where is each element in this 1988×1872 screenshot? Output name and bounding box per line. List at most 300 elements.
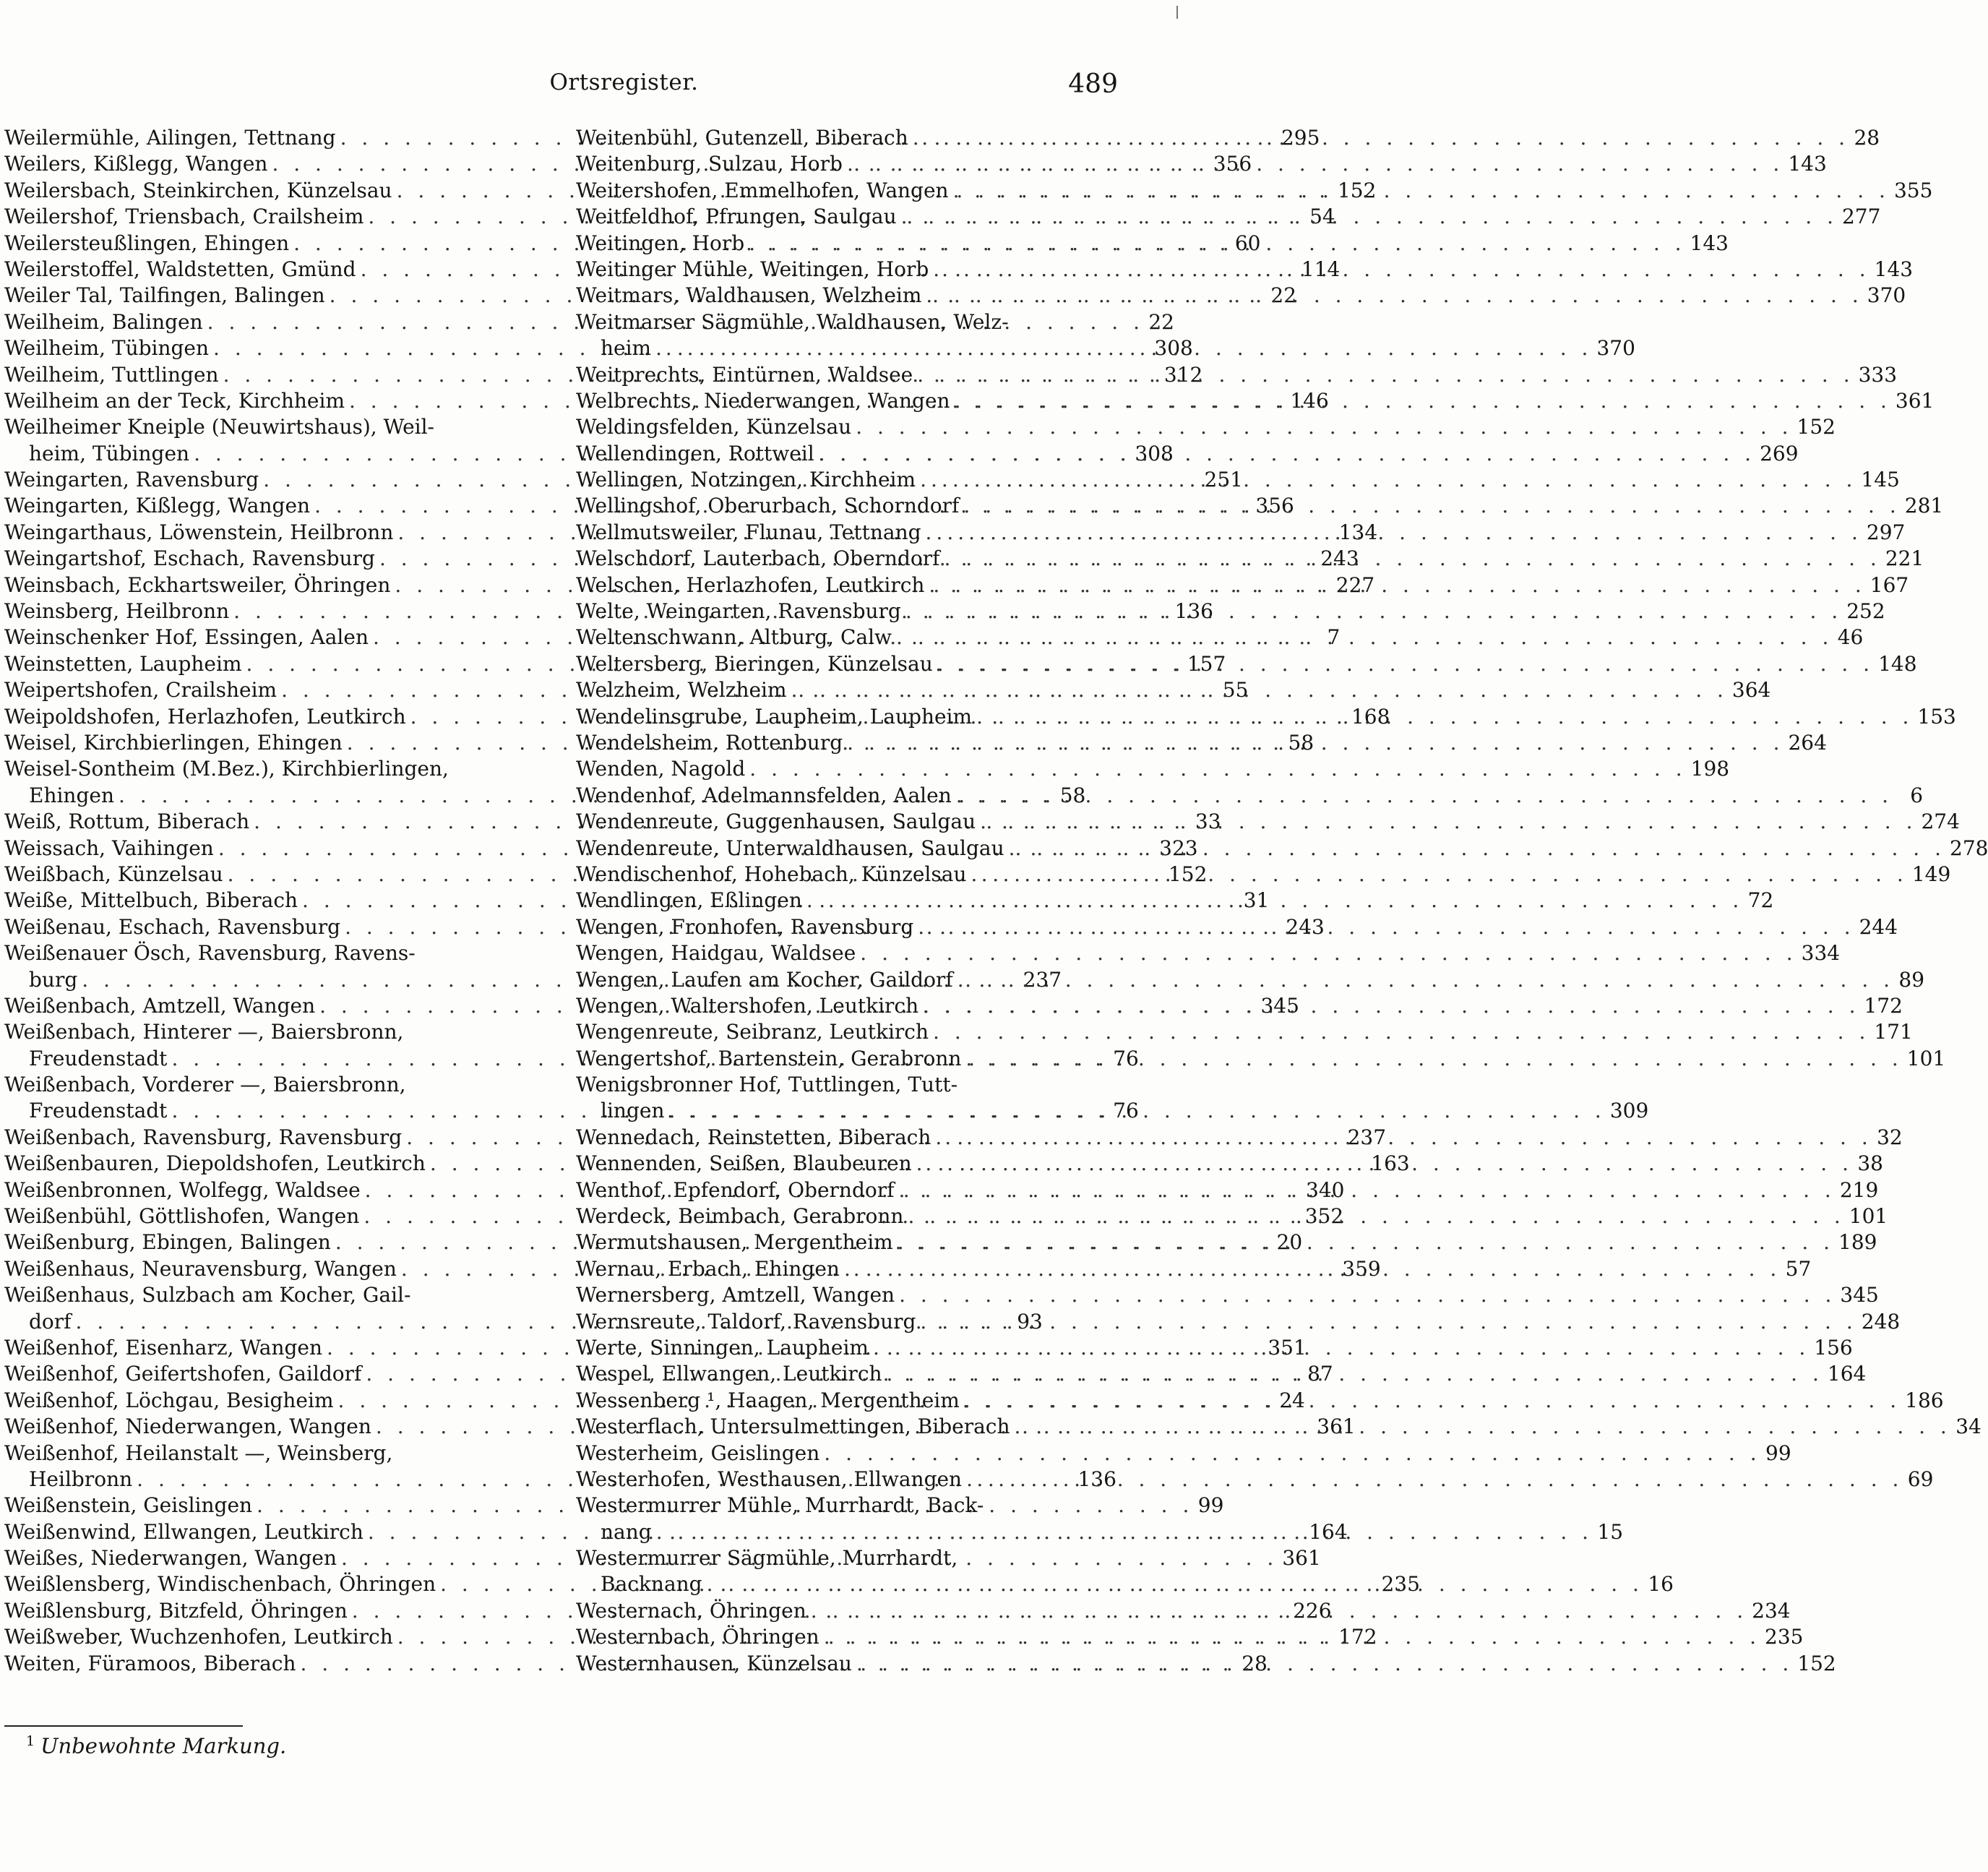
margin-mark	[1176, 6, 1178, 19]
entry-page-number: 145	[1861, 468, 1900, 492]
entry-page-number: 22	[1270, 283, 1297, 308]
entry-name: Weißenbühl, Göttlishofen, Wangen	[4, 1204, 360, 1229]
index-entry	[576, 1309, 1901, 1335]
entry-name: Weilheim, Tübingen	[4, 336, 210, 361]
entry-page-number: 312	[1163, 362, 1203, 387]
leader-dots	[787, 677, 1728, 703]
leader-dots	[745, 756, 1686, 782]
leader-dots	[901, 598, 1842, 624]
leader-dots	[895, 1282, 1836, 1308]
entry-page-number: 34	[1955, 1414, 1981, 1439]
entry-page-number: 55	[1222, 678, 1249, 703]
entry-page-number: 333	[1858, 362, 1898, 387]
entry-name: Weißenwind, Ellwangen, Leutkirch	[4, 1519, 363, 1544]
entry-name: Weitfeldhof, Pfrungen, Saulgau	[576, 205, 897, 229]
entry-page-number: 164	[1827, 1362, 1867, 1386]
leader-dots	[921, 520, 1862, 546]
entry-name: Wennedach, Reinstetten, Biberach	[576, 1125, 931, 1149]
leader-dots	[950, 388, 1891, 414]
entry-name: Wennenden, Seißen, Blaubeuren	[576, 1151, 912, 1176]
leader-dots	[1004, 836, 1945, 862]
entry-name: Welzheim, Welzheim	[576, 678, 787, 703]
entry-name: Weißenhaus, Neuravensburg, Wangen	[4, 1256, 397, 1281]
entry-page-number: 269	[1760, 441, 1799, 465]
entry-name: heim	[601, 336, 652, 361]
entry-page-number: 251	[1204, 468, 1243, 492]
entry-page-number: 356	[1213, 152, 1252, 176]
entry-page-number: 370	[1867, 283, 1906, 308]
entry-page-number: 361	[1317, 1414, 1356, 1439]
index-entry	[4, 756, 545, 782]
entry-name: Werdeck, Beimbach, Gerabronn	[576, 1204, 904, 1229]
entry-name: Weingarten, Kißlegg, Wangen	[4, 494, 311, 518]
entry-page-number: 243	[1286, 914, 1325, 939]
entry-page-number: 308	[1154, 336, 1193, 361]
leader-dots	[664, 1098, 1605, 1124]
entry-name: nang	[601, 1519, 652, 1544]
entry-name: Weipertshofen, Crailsheim	[4, 678, 277, 703]
entry-page-number: 281	[1904, 494, 1944, 518]
leader-dots	[702, 1571, 1643, 1597]
leader-dots	[908, 125, 1849, 151]
entry-name: Weißenhof, Löchgau, Besigheim	[4, 1388, 334, 1412]
entry-page-number: 189	[1838, 1230, 1877, 1255]
leader-dots	[894, 1177, 1835, 1203]
entry-name: Wellmutsweiler, Flunau, Tettnang	[576, 520, 921, 544]
page-title: Ortsregister.	[549, 69, 699, 95]
entry-page-number: 361	[1282, 1546, 1321, 1571]
entry-name: Weisel-Sontheim (M.Bez.), Kirchbierlingen,	[4, 757, 449, 781]
entry-page-number: 93	[1017, 1309, 1043, 1334]
entry-name: Weiß, Rottum, Biberach	[4, 810, 250, 834]
entry-page-number: 156	[1814, 1335, 1853, 1360]
leader-dots	[929, 257, 1869, 283]
leader-dots	[806, 1598, 1747, 1624]
leader-dots	[966, 862, 1907, 888]
leader-dots	[921, 283, 1862, 309]
leader-dots	[903, 1203, 1844, 1229]
entry-name: Weißenau, Eschach, Ravensburg	[4, 914, 341, 939]
leader-dots	[953, 967, 1894, 993]
index-entry	[576, 1282, 1879, 1308]
entry-name: Wendenreute, Guggenhausen, Saulgau	[576, 810, 976, 834]
index-entry	[576, 967, 1925, 993]
index-entry	[576, 1441, 1791, 1467]
entry-page-number: 297	[1866, 520, 1906, 544]
entry-name: Weinschenker Hof, Essingen, Aalen	[4, 625, 369, 650]
index-entry	[4, 1019, 545, 1045]
entry-page-number: 143	[1874, 257, 1914, 281]
entry-page-number: 136	[1174, 599, 1213, 624]
index-entry	[576, 1545, 1112, 1571]
entry-name: Wellingen, Notzingen, Kirchheim	[576, 468, 916, 492]
entry-page-number: 152	[1797, 1651, 1836, 1675]
entry-name: Westernhausen, Künzelsau	[576, 1651, 852, 1675]
entry-page-number: 351	[1268, 1335, 1307, 1360]
entry-name: Westerheim, Geislingen	[576, 1441, 820, 1465]
entry-name: Weißenhof, Heilanstalt —, Weinsberg,	[4, 1441, 393, 1465]
entry-name: Weißenhof, Eisenharz, Wangen	[4, 1335, 323, 1360]
entry-page-number: 186	[1905, 1388, 1944, 1412]
entry-name: Weinsberg, Heilbronn	[4, 599, 230, 624]
leader-dots	[814, 441, 1755, 467]
page-number: 489	[1068, 69, 1118, 99]
index-entry	[576, 1019, 1913, 1045]
entry-page-number: 28	[1242, 1651, 1268, 1675]
entry-name: Welschen, Herlazhofen, Leutkirch	[576, 572, 925, 597]
index-entry	[4, 1441, 545, 1467]
entry-page-number: 134	[1338, 520, 1378, 544]
entry-page-number: 101	[1906, 1046, 1946, 1070]
entry-page-number: 334	[1801, 941, 1841, 966]
entry-name: Weißenbach, Amtzell, Wangen	[4, 993, 316, 1018]
entry-name: Weitershofen, Emmelhofen, Wangen	[576, 178, 949, 202]
entry-page-number: 164	[1309, 1519, 1348, 1544]
entry-page-number: 167	[1869, 572, 1909, 597]
entry-name: Weilers, Kißlegg, Wangen	[4, 152, 268, 176]
entry-name: Wengen, Haidgau, Waldsee	[576, 941, 856, 966]
entry-name: Werte, Sinningen, Laupheim	[576, 1335, 869, 1360]
entry-name: Wengertshof, Bartenstein, Gerabronn	[576, 1046, 962, 1070]
leader-dots	[869, 1335, 1810, 1361]
entry-name: Weißenhof, Niederwangen, Wangen	[4, 1414, 371, 1439]
entry-page-number: 323	[1159, 836, 1198, 860]
footnote	[26, 1733, 286, 1759]
index-entry	[576, 1467, 1934, 1493]
entry-page-number: 76	[1113, 1099, 1139, 1123]
leader-dots	[962, 1467, 1903, 1493]
entry-page-number: 364	[1731, 678, 1771, 703]
leader-dots	[893, 1229, 1834, 1255]
leader-dots	[972, 704, 1913, 730]
entry-page-number: 252	[1846, 599, 1885, 624]
entry-page-number: 114	[1301, 257, 1341, 281]
footnote-text: Unbewohnte Markung.	[40, 1733, 287, 1759]
entry-name: Westerhofen, Westhausen, Ellwangen	[576, 1467, 963, 1491]
entry-name: Westernach, Öhringen	[576, 1598, 806, 1623]
entry-name: Weitmarser Sägmühle, Waldhausen, Welz-	[576, 309, 1009, 334]
leader-dots	[929, 1019, 1869, 1045]
entry-name: Weingartshof, Eschach, Ravensburg	[4, 546, 375, 571]
entry-page-number: 226	[1293, 1598, 1332, 1623]
leader-dots	[959, 493, 1900, 519]
entry-page-number: 6	[1910, 783, 1924, 807]
entry-name: Wernersberg, Amtzell, Wangen	[576, 1283, 895, 1308]
entry-name: Wendenhof, Adelmannsfelden, Aalen	[576, 783, 952, 807]
entry-page-number: 237	[1347, 1125, 1387, 1149]
entry-name: heim, Tübingen	[29, 441, 190, 465]
entry-name: Wenthof, Epfendorf, Oberndorf	[576, 1177, 895, 1202]
entry-name: Weißenburg, Ebingen, Balingen	[4, 1230, 331, 1255]
leader-dots	[912, 1151, 1853, 1177]
entry-page-number: 295	[1281, 126, 1320, 150]
entry-page-number: 143	[1788, 152, 1827, 176]
entry-page-number: 146	[1290, 388, 1329, 413]
entry-name: Welte, Weingarten, Ravensburg	[576, 599, 901, 624]
entry-page-number: 54	[1309, 205, 1335, 229]
entry-name: Weipoldshofen, Herlazhofen, Leutkirch	[4, 704, 406, 729]
entry-name: Weißenbach, Hinterer —, Baiersbronn,	[4, 1020, 404, 1044]
entry-page-number: 99	[1197, 1493, 1224, 1518]
leader-dots	[924, 572, 1865, 598]
entry-page-number: 278	[1950, 836, 1988, 860]
entry-name: Weißlensburg, Bitzfeld, Öhringen	[4, 1598, 348, 1623]
entry-name: Ehingen	[29, 783, 114, 807]
entry-page-number: 163	[1371, 1151, 1410, 1176]
index-entry	[576, 940, 1841, 966]
entry-page-number: 153	[1917, 704, 1956, 729]
entry-name: Westerflach, Untersulmettingen, Biberach	[576, 1414, 1010, 1439]
leader-dots	[961, 1046, 1902, 1072]
entry-name: Weitinger Mühle, Weitingen, Horb	[576, 257, 929, 281]
entry-name: Wengenreute, Seibranz, Leutkirch	[576, 1020, 929, 1044]
entry-name: Wengen, Laufen am Kocher, Gaildorf	[576, 967, 953, 992]
entry-page-number: 227	[1335, 572, 1375, 597]
leader-dots	[843, 151, 1783, 177]
entry-name: Weiten, Füramoos, Biberach	[4, 1651, 296, 1675]
entry-name: Weitmars, Waldhausen, Welzheim	[576, 283, 922, 308]
entry-name: Freudenstadt	[29, 1046, 168, 1070]
leader-dots	[652, 1519, 1593, 1545]
entry-name: Weitenbühl, Gutenzell, Biberach	[576, 126, 908, 150]
entry-page-number: 221	[1885, 546, 1924, 571]
entry-name: Weilersbach, Steinkirchen, Künzelsau	[4, 178, 392, 202]
entry-name: Weilersteußlingen, Ehingen	[4, 231, 290, 255]
entry-name: Weißenbauren, Diepoldshofen, Leutkirch	[4, 1151, 426, 1176]
entry-name: Backnang	[601, 1572, 702, 1597]
leader-dots	[819, 1624, 1760, 1650]
entry-page-number: 58	[1059, 783, 1086, 807]
entry-name: Weingarten, Ravensburg	[4, 468, 259, 492]
entry-page-number: 352	[1304, 1204, 1344, 1229]
footnote-rule	[4, 1725, 243, 1727]
entry-name: Wendlingen, Eßlingen	[576, 888, 802, 913]
entry-name: Freudenstadt	[29, 1099, 168, 1123]
entry-page-number: 149	[1911, 862, 1951, 886]
entry-name: Weitingen, Horb	[576, 231, 745, 255]
entry-page-number: 237	[1023, 967, 1062, 992]
entry-name: Weißweber, Wuchzenhofen, Leutkirch	[4, 1625, 393, 1649]
entry-page-number: 24	[1279, 1388, 1305, 1412]
entry-page-number: 20	[1276, 1230, 1303, 1255]
leader-dots	[916, 1309, 1856, 1335]
entry-name: Weilerstoffel, Waldstetten, Gmünd	[4, 257, 356, 281]
entry-page-number: 359	[1342, 1256, 1381, 1281]
entry-page-number: 58	[1288, 730, 1314, 755]
leader-dots	[819, 1441, 1760, 1467]
entry-name: Weißlensberg, Windischenbach, Öhringen	[4, 1572, 436, 1597]
entry-name: Wendischenhof, Hohebach, Künzelsau	[576, 862, 967, 886]
leader-dots	[843, 730, 1783, 756]
entry-page-number: 172	[1338, 1625, 1377, 1649]
entry-page-number: 99	[1765, 1441, 1791, 1465]
entry-name: Weilheimer Kneiple (Neuwirtshaus), Weil-	[4, 415, 435, 439]
leader-dots	[913, 362, 1854, 388]
index-entry	[4, 414, 545, 440]
entry-name: Weißes, Niederwangen, Wangen	[4, 1546, 337, 1571]
leader-dots	[949, 178, 1890, 204]
entry-page-number: 274	[1921, 810, 1960, 834]
entry-name: Weilheim an der Teck, Kirchheim	[4, 388, 345, 413]
entry-name: Weltenschwann, Altburg, Calw	[576, 625, 892, 650]
leader-dots	[916, 467, 1856, 493]
entry-page-number: 69	[1907, 1467, 1934, 1491]
entry-page-number: 171	[1874, 1020, 1913, 1044]
leader-dots	[802, 888, 1743, 914]
entry-page-number: 152	[1168, 862, 1208, 886]
entry-name: Weißenhaus, Sulzbach am Kocher, Gail-	[4, 1283, 411, 1308]
entry-name: Westernbach, Öhringen	[576, 1625, 819, 1649]
entry-page-number: 361	[1895, 388, 1935, 413]
page-header	[0, 69, 1248, 106]
leader-dots	[918, 993, 1859, 1019]
entry-page-number: 168	[1351, 704, 1390, 729]
entry-page-number: 370	[1596, 336, 1635, 361]
leader-dots	[933, 651, 1874, 677]
entry-page-number: 243	[1320, 546, 1359, 571]
entry-name: Wernsreute, Taldorf, Ravensburg	[576, 1309, 916, 1334]
entry-page-number: 345	[1840, 1283, 1879, 1308]
entry-page-number: 87	[1307, 1362, 1333, 1386]
leader-dots	[897, 204, 1838, 230]
entry-name: Weilermühle, Ailingen, Tettnang	[4, 126, 336, 150]
entry-name: Weilheim, Tuttlingen	[4, 362, 219, 387]
entry-name: Wellendingen, Rottweil	[576, 441, 814, 465]
entry-name: Weißenauer Ösch, Ravensburg, Ravens-	[4, 941, 416, 966]
entry-name: Welbrechts, Niederwangen, Wangen	[576, 388, 950, 413]
leader-dots	[651, 335, 1592, 361]
entry-page-number: 345	[1260, 993, 1299, 1018]
entry-name: Weilershof, Triensbach, Crailsheim	[4, 205, 364, 229]
index-entry	[4, 1072, 545, 1098]
entry-name: Wellingshof, Oberurbach, Schorndorf	[576, 494, 960, 518]
entry-name: Weingarthaus, Löwenstein, Heilbronn	[4, 520, 394, 544]
leader-dots	[851, 414, 1792, 440]
entry-name: Wendelinsgrube, Laupheim, Laupheim	[576, 704, 973, 729]
entry-name: lingen	[601, 1099, 665, 1123]
index-entry	[576, 624, 1864, 651]
entry-page-number: 31	[1243, 888, 1270, 913]
index-entry	[576, 1072, 1112, 1098]
entry-page-number: 7	[1327, 625, 1341, 650]
entry-name: Wermutshausen, Mergentheim	[576, 1230, 893, 1255]
entry-name: Welschdorf, Lauterbach, Oberndorf	[576, 546, 940, 571]
entry-name: Wessenberg ¹, Haagen, Mergentheim	[576, 1388, 960, 1412]
leader-dots	[1010, 1414, 1950, 1440]
entry-page-number: 235	[1765, 1625, 1804, 1649]
entry-page-number: 143	[1690, 231, 1729, 255]
leader-dots	[856, 940, 1796, 966]
leader-dots	[940, 546, 1881, 572]
entry-page-number: 248	[1861, 1309, 1901, 1334]
entry-page-number: 101	[1849, 1204, 1888, 1229]
index-entry	[4, 335, 1193, 361]
entry-page-number: 32	[1877, 1125, 1903, 1149]
entry-name: Weiler Tal, Tailfingen, Balingen	[4, 283, 325, 308]
entry-name: Weinsbach, Eckhartsweiler, Öhringen	[4, 572, 391, 597]
entry-page-number: 76	[1113, 1046, 1139, 1070]
entry-page-number: 60	[1234, 231, 1261, 255]
entry-page-number: 136	[1077, 1467, 1116, 1491]
index-entry	[576, 309, 1112, 335]
entry-name: Weißenbach, Ravensburg, Ravensburg	[4, 1125, 403, 1149]
leader-dots	[913, 914, 1854, 940]
entry-page-number: 355	[1893, 178, 1933, 202]
entry-name: Weißenhof, Geifertshofen, Gaildorf	[4, 1362, 362, 1386]
entry-page-number: 308	[1135, 441, 1174, 465]
entry-name: Westermurrer Sägmühle, Murrhardt,	[576, 1546, 958, 1571]
entry-name: Wengen, Waltershofen, Leutkirch	[576, 993, 919, 1018]
entry-page-number: 152	[1337, 178, 1377, 202]
entry-name: Wenigsbronner Hof, Tuttlingen, Tutt-	[576, 1073, 958, 1097]
entry-name: Weißbach, Künzelsau	[4, 862, 223, 886]
entry-name: Westermurrer Mühle, Murrhardt, Back-	[576, 1493, 984, 1518]
entry-page-number: 33	[1195, 810, 1221, 834]
entry-page-number: 244	[1859, 914, 1898, 939]
entry-page-number: 57	[1785, 1256, 1812, 1281]
entry-page-number: 28	[1854, 126, 1880, 150]
entry-name: Weltersberg, Bieringen, Künzelsau	[576, 651, 933, 676]
entry-name: Weisel, Kirchbierlingen, Ehingen	[4, 730, 343, 755]
leader-dots	[952, 783, 1893, 809]
entry-page-number: 89	[1898, 967, 1925, 992]
entry-page-number: 309	[1609, 1099, 1649, 1123]
leader-dots	[882, 1361, 1823, 1387]
entry-page-number: 16	[1648, 1572, 1674, 1597]
entry-name: Weißenbach, Vorderer —, Baiersbronn,	[4, 1073, 406, 1097]
index-entry	[576, 756, 1730, 782]
leader-dots	[976, 809, 1916, 835]
entry-name: Weitprechts, Eintürnen, Waldsee	[576, 362, 913, 387]
entry-page-number: 235	[1381, 1572, 1420, 1597]
entry-page-number: 15	[1597, 1519, 1624, 1544]
index-entry	[4, 940, 545, 966]
entry-page-number: 264	[1788, 730, 1827, 755]
entry-name: Heilbronn	[29, 1467, 133, 1491]
index-entry	[576, 783, 1924, 809]
entry-name: Weißenstein, Geislingen	[4, 1493, 253, 1518]
index-entry	[4, 1282, 545, 1308]
entry-page-number: 38	[1857, 1151, 1883, 1176]
entry-name: Weilheim, Balingen	[4, 309, 203, 334]
leader-dots	[931, 1125, 1872, 1151]
entry-page-number: 22	[1148, 309, 1174, 334]
entry-name: dorf	[29, 1309, 72, 1334]
index-entry	[576, 414, 1836, 440]
entry-name: Weldingsfelden, Künzelsau	[576, 415, 852, 439]
entry-name: Wendelsheim, Rottenburg	[576, 730, 843, 755]
leader-dots	[840, 1256, 1781, 1282]
entry-page-number: 340	[1306, 1177, 1345, 1202]
entry-name: Weißenbronnen, Wolfegg, Waldsee	[4, 1177, 361, 1202]
entry-page-number: 148	[1878, 651, 1917, 676]
leader-dots	[892, 624, 1833, 651]
entry-name: Wendenreute, Unterwaldhausen, Saulgau	[576, 836, 1004, 860]
entry-page-number: 198	[1690, 757, 1730, 781]
leader-dots	[744, 231, 1685, 257]
entry-page-number: 46	[1837, 625, 1864, 650]
entry-name: Wespel, Ellwangen, Leutkirch	[576, 1362, 882, 1386]
index-entry	[576, 1493, 1112, 1519]
footnote-marker: 1	[26, 1733, 35, 1749]
entry-page-number: 157	[1187, 651, 1226, 676]
entry-name: Weiße, Mittelbuch, Biberach	[4, 888, 298, 913]
entry-name: Wernau, Erbach, Ehingen	[576, 1256, 840, 1281]
entry-name: burg	[29, 967, 78, 992]
entry-name: Wenden, Nagold	[576, 757, 746, 781]
entry-page-number: 277	[1841, 205, 1881, 229]
entry-page-number: 172	[1864, 993, 1903, 1018]
